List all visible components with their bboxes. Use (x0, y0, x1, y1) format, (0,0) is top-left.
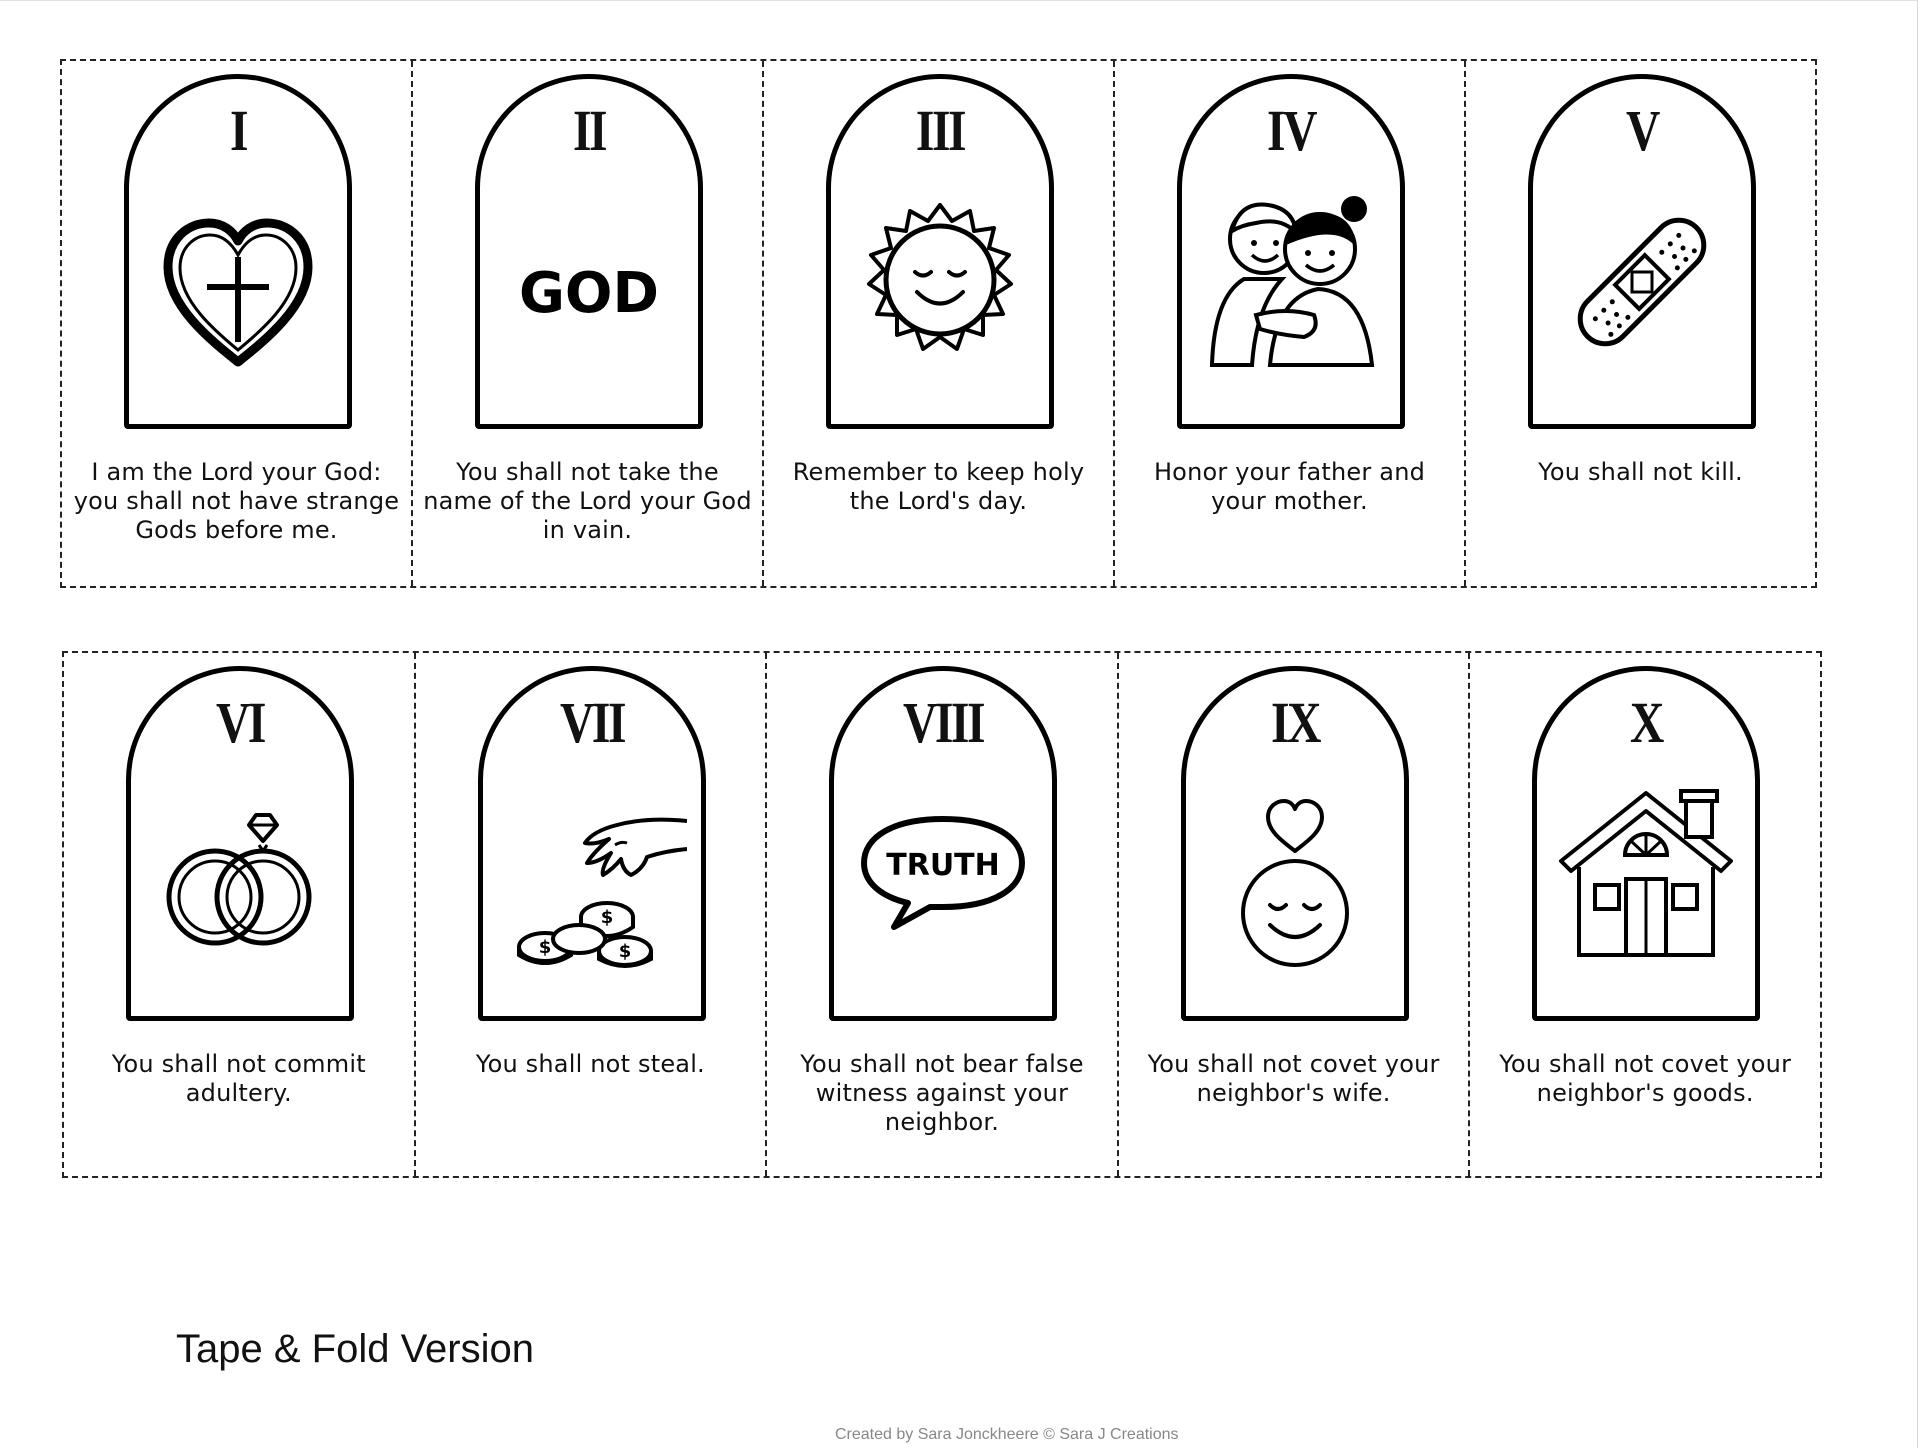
tablet (829, 666, 1057, 1021)
wedding-rings-icon (145, 779, 335, 969)
tablet (126, 666, 354, 1021)
commandment-card-8[interactable] (765, 653, 1117, 1176)
commandment-card-6[interactable] (64, 653, 414, 1176)
tablet (826, 74, 1054, 429)
svg-text:GOD: GOD (518, 261, 660, 326)
tablet (1177, 74, 1405, 429)
roman-numeral: I (229, 98, 247, 163)
god-word-icon (494, 187, 684, 377)
roman-numeral: VIII (903, 690, 984, 755)
sun-icon (845, 187, 1035, 377)
svg-text:TRUTH: TRUTH (886, 848, 1000, 883)
hand-coins-icon (497, 779, 687, 969)
bandage-icon (1547, 187, 1737, 377)
page-right-edge (1917, 0, 1918, 1448)
roman-numeral: II (572, 98, 606, 163)
commandment-card-2[interactable] (411, 61, 762, 586)
commandment-text: Remember to keep holy the Lord's day. (792, 458, 1085, 515)
commandment-text: You shall not steal. (475, 1050, 705, 1078)
parents-hug-icon (1196, 187, 1386, 377)
cutout-row-2 (62, 651, 1822, 1178)
commandment-card-3[interactable] (762, 61, 1113, 586)
roman-numeral: VII (559, 690, 624, 755)
tablet (1181, 666, 1409, 1021)
house-icon (1551, 779, 1741, 969)
version-title: Tape & Fold Version (176, 1327, 534, 1371)
heart-smiley-icon (1200, 779, 1390, 969)
heart-cross-icon (143, 187, 333, 377)
roman-numeral: IV (1267, 98, 1315, 163)
commandment-text: You shall not covet your neighbor's wife. (1147, 1050, 1440, 1107)
commandment-card-1[interactable] (62, 61, 411, 586)
commandment-text: You shall not commit adultery. (111, 1050, 366, 1107)
commandment-card-7[interactable] (414, 653, 766, 1176)
tablet (478, 666, 706, 1021)
tablet (475, 74, 703, 429)
commandment-text: You shall not covet your neighbor's goods. (1499, 1050, 1792, 1107)
roman-numeral: IX (1270, 690, 1319, 755)
svg-text:$: $ (538, 937, 551, 958)
roman-numeral: VI (216, 690, 264, 755)
page-top-edge (0, 0, 1918, 1)
roman-numeral: III (915, 98, 965, 163)
tablet (124, 74, 352, 429)
commandment-text: You shall not bear false witness against your neighbor. (800, 1050, 1084, 1136)
commandment-card-10[interactable] (1468, 653, 1820, 1176)
svg-text:$: $ (618, 941, 631, 962)
svg-text:$: $ (600, 907, 613, 928)
truth-speech-bubble-icon (848, 779, 1038, 969)
commandment-text: You shall not take the name of the Lord your God in vain. (423, 458, 752, 544)
commandment-text: Honor your father and your mother. (1153, 458, 1426, 515)
commandment-text: I am the Lord your God: you shall not have strange Gods before me. (73, 458, 400, 544)
commandment-card-4[interactable] (1113, 61, 1464, 586)
tablet (1528, 74, 1756, 429)
commandment-card-5[interactable] (1464, 61, 1815, 586)
roman-numeral: X (1630, 690, 1663, 755)
roman-numeral: V (1626, 98, 1658, 163)
commandment-card-9[interactable] (1117, 653, 1469, 1176)
commandment-text: You shall not kill. (1538, 458, 1743, 486)
tablet (1532, 666, 1760, 1021)
creator-credit: Created by Sara Jonckheere © Sara J Creations (835, 1426, 1179, 1443)
cutout-row-1 (60, 59, 1817, 588)
